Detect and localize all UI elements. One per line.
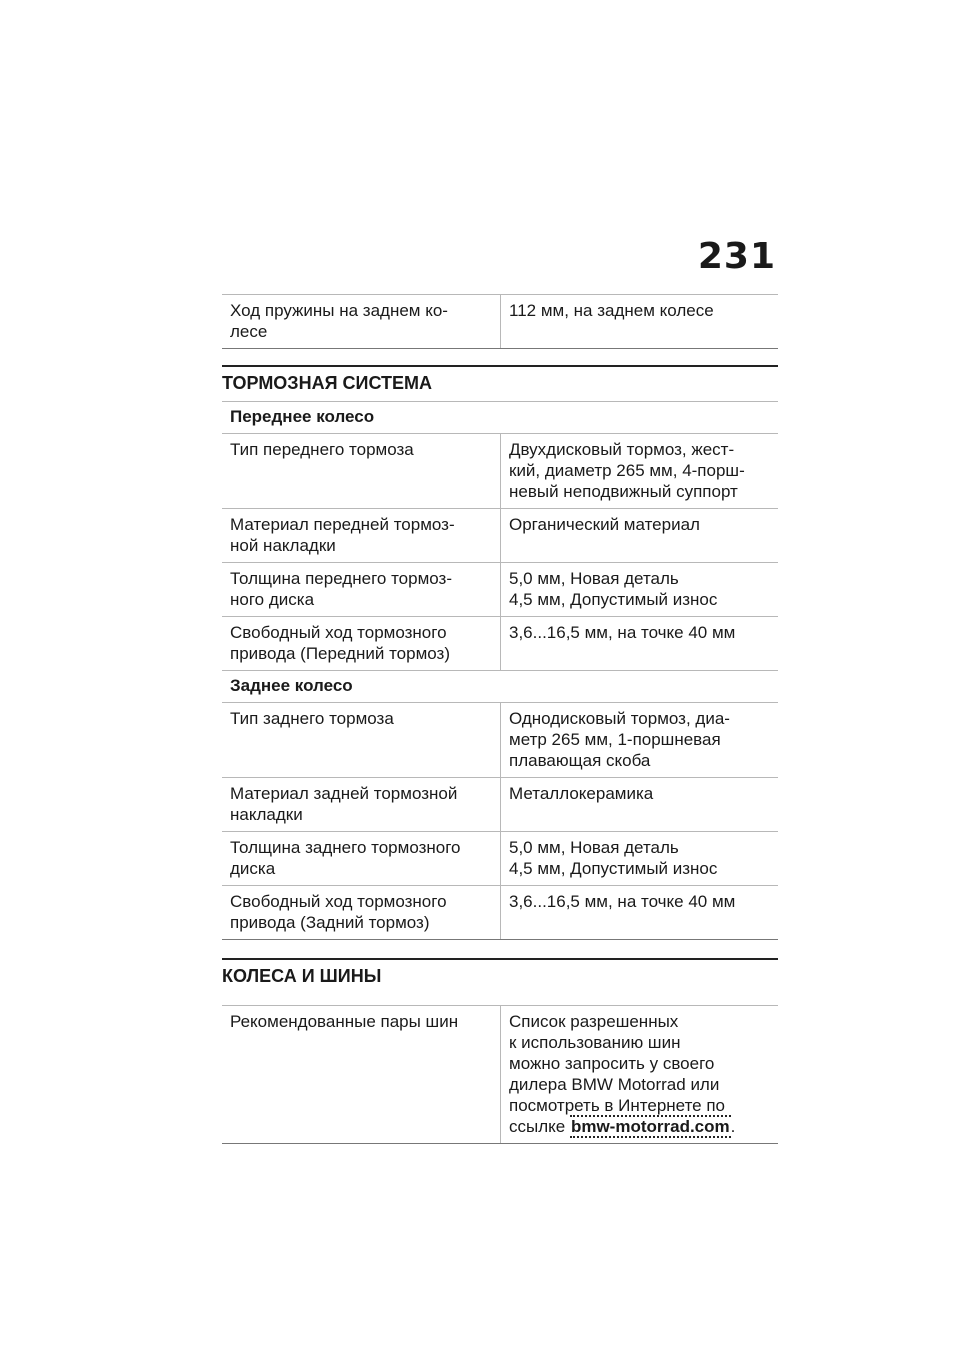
spec-label: Толщина переднего тормоз- ного диска: [230, 569, 452, 609]
spec-row: [222, 433, 778, 508]
spec-label: Рекомендованные пары шин: [230, 1012, 459, 1031]
bmw-motorrad-link[interactable]: bmw-motorrad.com: [570, 1117, 730, 1136]
spec-row-tyre-pairs: [222, 1005, 778, 1144]
spec-value: [500, 1006, 778, 1143]
spec-label: Тип переднего тормоза: [230, 440, 414, 459]
spec-value: 3,6...16,5 мм, на точке 40 мм: [500, 886, 778, 939]
spec-label: Толщина заднего тормозного диска: [230, 838, 461, 878]
spec-row-rear-spring-travel: [222, 294, 778, 349]
spec-row: [222, 885, 778, 940]
spec-value: Двухдисковый тормоз, жест- кий, диаметр 265 мм, 4-порш- невый неподвижный суппорт: [500, 434, 778, 508]
subsection-title-front-wheel: Переднее колесо: [222, 401, 778, 433]
spec-label: Свободный ход тормозного привода (Передний тормоз): [230, 623, 450, 663]
spec-value: 3,6...16,5 мм, на точке 40 мм: [500, 617, 778, 670]
spec-value-text: Список разрешенных к использованию шин можно запросить у своего дилера BMW Motorrad или посмотреть в Интернете по ссылке: [509, 1012, 726, 1136]
spec-label: Ход пружины на заднем ко- лесе: [230, 301, 448, 341]
spec-row: [222, 562, 778, 616]
spec-row: [222, 508, 778, 562]
spec-value: Металлокерамика: [500, 778, 778, 831]
spec-value: 112 мм, на заднем колесе: [500, 295, 778, 348]
section-title-brakes: ТОРМОЗНАЯ СИСТЕМА: [222, 365, 778, 401]
spec-label: Материал задней тормозной накладки: [230, 784, 458, 824]
subsection-title-rear-wheel: Заднее колесо: [222, 670, 778, 702]
spec-row: [222, 616, 778, 670]
spec-label: Тип заднего тормоза: [230, 709, 394, 728]
spec-value: Однодисковый тормоз, диа- метр 265 мм, 1-поршневая плавающая скоба: [500, 703, 778, 777]
spec-content: [222, 294, 778, 1144]
spec-value: 5,0 мм, Новая деталь 4,5 мм, Допустимый износ: [500, 563, 778, 616]
spec-value: 5,0 мм, Новая деталь 4,5 мм, Допустимый износ: [500, 832, 778, 885]
section-title-wheels-tyres: КОЛЕСА И ШИНЫ: [222, 958, 778, 1005]
spec-value: Органический материал: [500, 509, 778, 562]
spec-row: [222, 831, 778, 885]
spec-label: Свободный ход тормозного привода (Задний тормоз): [230, 892, 447, 932]
spec-row: [222, 777, 778, 831]
spec-row: [222, 702, 778, 777]
spec-label: Материал передней тормоз- ной накладки: [230, 515, 455, 555]
spec-value-suffix: .: [730, 1117, 736, 1136]
page-number: 231: [697, 236, 776, 277]
